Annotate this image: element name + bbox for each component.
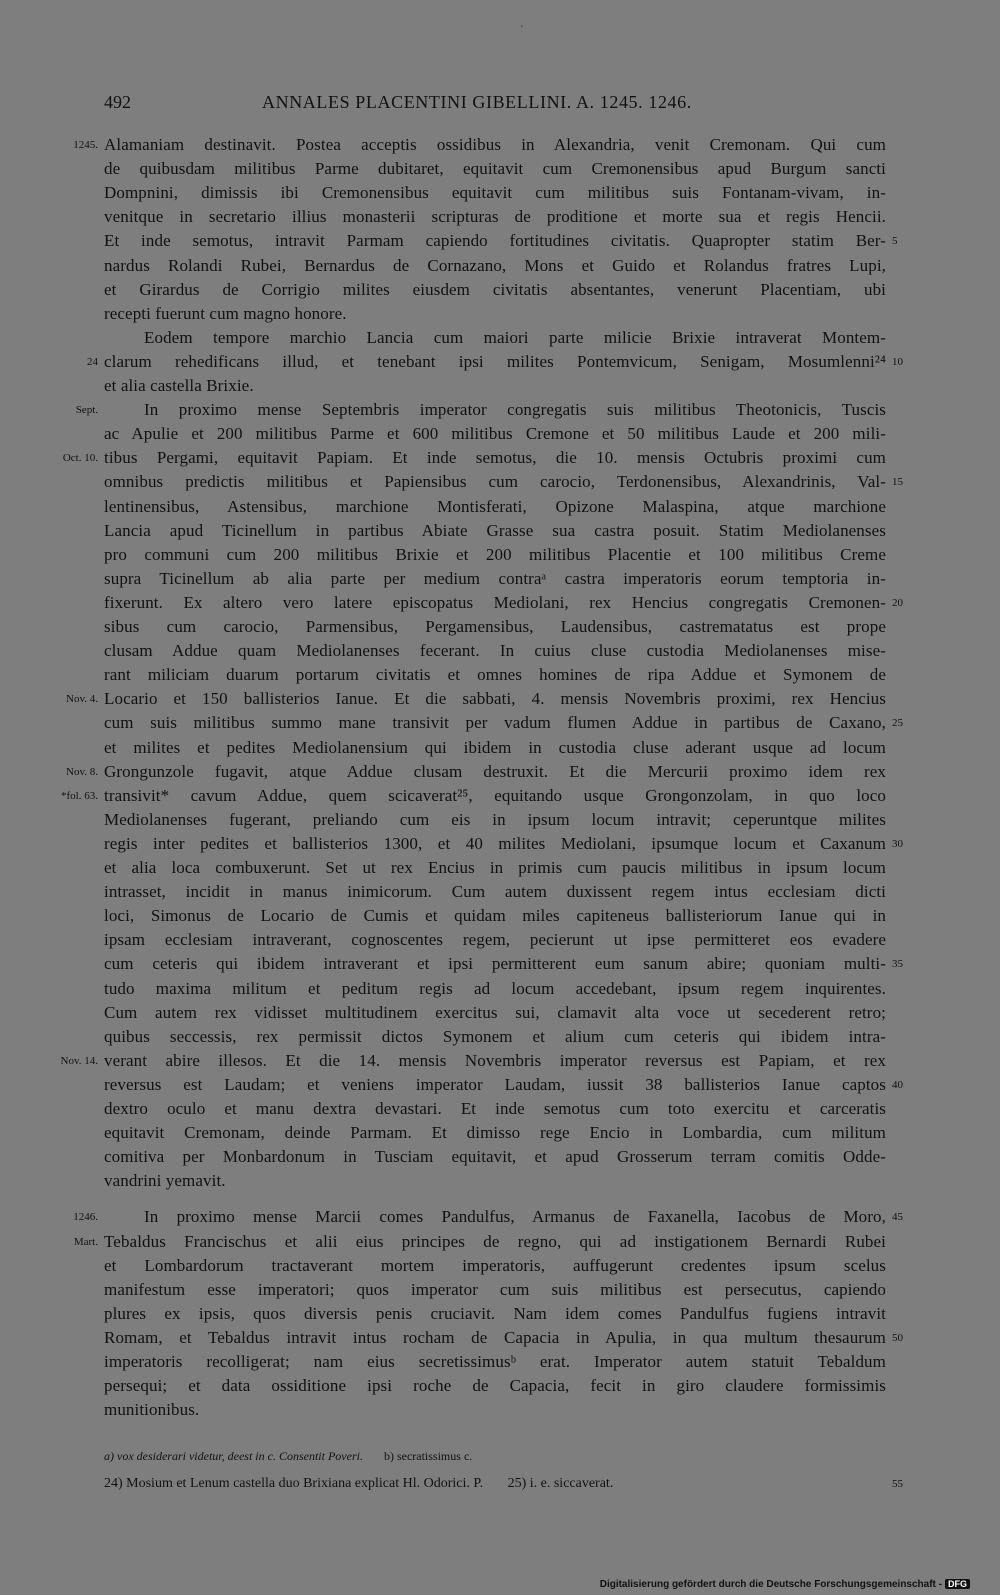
text-line: clarum rehedificans illud, et tenebant ipsi milites Pontemvicum, Senigam, Mosumlenni²⁴ (104, 351, 886, 371)
margin-date-note: Sept. (75, 404, 98, 417)
text-line: Dompnini, dimissis ibi Cremonensibus equitavit cum militibus suis Fontanam-vivam, in- (104, 183, 886, 203)
margin-date-note: 24 (87, 355, 98, 368)
line-number: 20 (892, 596, 903, 609)
margin-date-note: Nov. 8. (66, 765, 98, 778)
text-line: transivit* cavum Addue, quem scicaverat²⁵, equitando usque Grongonzolam, in quo loco (104, 785, 886, 805)
text-line: imperatoris recolligerat; nam eius secretissimusᵇ erat. Imperator autem statuit Tebaldum (104, 1352, 886, 1371)
text-line: clusam Addue quam Mediolanenses fecerant. In cuius cluse custodia Mediolanenses mise- (104, 641, 886, 661)
text-line: Eodem tempore marchio Lancia cum maiori parte milicie Brixie intraverat Montem- (144, 327, 886, 347)
text-line: cum ceteris qui ibidem intraverant et ipsi permitterent eum sanum abire; quoniam multi- (104, 954, 886, 974)
line-number: 5 (892, 235, 898, 248)
text-line: recepti fuerunt cum magno honore. (104, 303, 347, 323)
text-line: nardus Rolandi Rubei, Bernardus de Cornazano, Mons et Guido et Rolandus fratres Lupi, (104, 255, 886, 275)
margin-date-note: Mart. (73, 1235, 98, 1248)
margin-date-note: Nov. 14. (60, 1054, 98, 1067)
text-line: Mediolanenses fugerant, preliando cum eis in ipsum locum intravit; ceperuntque milites (104, 809, 886, 829)
credit-text: Digitalisierung gefördert durch die Deutsche Forschungsgemeinschaft - (599, 1579, 942, 1590)
footnote-24: 24) Mosium et Lenum castella duo Brixiana explicat Hl. Odorici. P. (104, 1476, 484, 1491)
footnote-25: 25) i. e. siccaverat. (507, 1476, 614, 1491)
text-line: et alia loca combuxerunt. Set ut rex Encius in primis cum paucis militibus in ipsum locum (104, 858, 886, 877)
running-title: ANNALES PLACENTINI GIBELLINI. A. 1245. 1246. (262, 92, 692, 112)
text-line: ipsam ecclesiam intraverant, cognoscentes regem, pecierunt ut ipse permitteret eos evadere (104, 930, 886, 950)
text-line: venitque in secretario illius monasterii scripturas de proditione et morte sua et regis Hencii. (104, 207, 886, 227)
text-line: equitavit Cremonam, deinde Parmam. Et dimisso rege Encio in Lombardia, cum militum (104, 1123, 886, 1143)
margin-date-note: Nov. 4. (66, 693, 98, 706)
text-line: regis inter pedites et ballisterios 1300, et 40 milites Mediolani, ipsumque locum et Caxanum (104, 833, 886, 853)
text-line: manifestum esse imperatori; quos imperator cum suis militibus est persecutus, capiendo (104, 1279, 886, 1299)
line-number: 25 (892, 717, 903, 730)
text-line: vandrini yemavit. (104, 1171, 226, 1191)
text-line: Lancia apud Ticinellum in partibus Abiate Grasse sua castra posuit. Statim Mediolanenses (104, 520, 886, 540)
text-line: cum suis militibus summo mane transivit per vadum flumen Addue in partibus de Caxano, (104, 713, 886, 733)
line-number: 10 (892, 355, 903, 368)
text-line: persequi; et data ossiditione ipsi roche de Capacia, fecit in giro claudere formissimis (104, 1376, 886, 1396)
page-number: 492 (104, 92, 131, 112)
text-line: quibus seccessis, rex permissit dictos Symonem et alium cum ceteris qui ibidem intra- (104, 1026, 886, 1046)
text-line: munitionibus. (104, 1400, 200, 1420)
text-line: Alamaniam destinavit. Postea acceptis ossidibus in Alexandria, venit Cremonam. Qui cum (104, 135, 886, 154)
line-number: 15 (892, 476, 903, 489)
text-line: supra Ticinellum ab alia parte per medium contraᵃ castra imperatoris eorum temptoria in- (104, 568, 886, 588)
text-line: Romam, et Tebaldus intravit intus rocham de Capacia in Apulia, in qua multum thesaurum (104, 1327, 886, 1347)
text-line: Locario et 150 ballisterios Ianue. Et die sabbati, 4. mensis Novembris proximi, rex Hencius (104, 689, 886, 709)
line-number: 50 (892, 1331, 903, 1344)
text-line: et alia castella Brixie. (104, 376, 254, 395)
text-line: loci, Simonus de Locario de Cumis et quidam miles capiteneus ballisteriorum Ianue qui in (104, 906, 886, 926)
numbered-footnotes (104, 1476, 613, 1492)
scan-mark: ' (521, 24, 523, 35)
text-line: tibus Pergami, equitavit Papiam. Et inde semotus, die 10. mensis Octubris proximi cum (104, 448, 886, 468)
text-line: et Girardus de Corrigio milites eiusdem civitatis absentantes, venerunt Placentiam, ubi (104, 279, 886, 299)
line-number: 40 (892, 1078, 903, 1091)
text-line: dextro oculo et manu dextra devastari. Et inde semotus cum toto exercitu et carceratis (104, 1099, 886, 1118)
text-line: comitiva per Monbardonum in Tusciam equitavit, et apud Grosserum terram comitis Odde- (104, 1147, 886, 1167)
text-line: In proximo mense Marcii comes Pandulfus, Armanus de Faxanella, Iacobus de Moro, (144, 1207, 886, 1227)
text-line: In proximo mense Septembris imperator congregatis suis militibus Theotonicis, Tuscis (144, 400, 886, 420)
footnote-a: a) vox desiderari videtur, deest in c. Consentit Poveri. (104, 1449, 363, 1463)
text-line: et milites et pedites Mediolanensium qui ibidem in custodia cluse aderant usque ad locum (104, 737, 886, 757)
text-line: Et inde semotus, intravit Parmam capiendo fortitudines civitatis. Quapropter statim Ber- (104, 231, 886, 251)
text-line: reversus est Laudam; et veniens imperator Laudam, iussit 38 ballisterios Ianue captos (104, 1074, 886, 1094)
footnote-line-number: 55 (892, 1478, 903, 1490)
text-line: verant abire illesos. Et die 14. mensis Novembris imperator reversus est Papiam, et rex (104, 1050, 886, 1070)
text-line: sibus cum carocio, Parmensibus, Pergamensibus, Laudensibus, castrematatus est prope (104, 617, 886, 636)
margin-date-note: *fol. 63. (61, 789, 98, 802)
margin-date-note: 1246. (73, 1211, 98, 1224)
text-line: rant miliciam duarum portarum civitatis et omnes homines de ripa Addue et Symonem de (104, 665, 886, 685)
text-line: fixerunt. Ex altero vero latere episcopatus Mediolani, rex Hencius congregatis Cremonen- (104, 592, 886, 612)
text-line: Cum autem rex vidisset multitudinem exercitus sui, clamavit alta voce ut secederent retro; (104, 1002, 886, 1022)
text-line: tudo maxima militum et peditum regis ad locum accedebant, ipsum regem inquirentes. (104, 978, 886, 998)
text-line: omnibus predictis militibus et Papiensibus cum carocio, Terdonensibus, Alexandrinis, Val- (104, 472, 886, 492)
dfg-logo: DFG (945, 1579, 970, 1589)
text-line: pro communi cum 200 militibus Brixie et 200 militibus Placentie et 100 militibus Creme (104, 544, 886, 564)
margin-date-note: Oct. 10. (62, 452, 98, 465)
line-number: 30 (892, 837, 903, 850)
text-line: Grongunzole fugavit, atque Addue clusam destruxit. Et die Mercurii proximo idem rex (104, 761, 886, 781)
text-line: intrasset, incidit in manus inimicorum. Cum autem duxissent regem intus ecclesiam dicti (104, 882, 886, 902)
critical-footnotes (104, 1449, 472, 1464)
text-line: de quibusdam militibus Parme dubitaret, equitavit cum Cremonensibus apud Burgum sancti (104, 159, 886, 179)
text-line: plures ex ipsis, quos diversis penis cruciavit. Nam idem comes Pandulfus fugiens intravit (104, 1303, 886, 1323)
line-number: 45 (892, 1211, 903, 1224)
text-line: lentinensibus, Astensibus, marchione Montisferati, Opizone Malaspina, atque marchione (104, 496, 886, 516)
text-line: et Lombardorum tractaverant mortem imperatoris, auffugerunt credentes ipsum scelus (104, 1255, 886, 1275)
footnote-b: b) secratissimus c. (383, 1449, 473, 1463)
text-line: ac Apulie et 200 militibus Parme et 600 militibus Cremone et 50 militibus Laude et 200 mili- (104, 424, 886, 444)
line-number: 35 (892, 958, 903, 971)
text-line: Tebaldus Francischus et alii eius principes de regno, qui ad instigationem Bernardi Rubei (104, 1231, 886, 1251)
margin-date-note: 1245. (73, 139, 98, 151)
digitization-credit (600, 1579, 970, 1590)
